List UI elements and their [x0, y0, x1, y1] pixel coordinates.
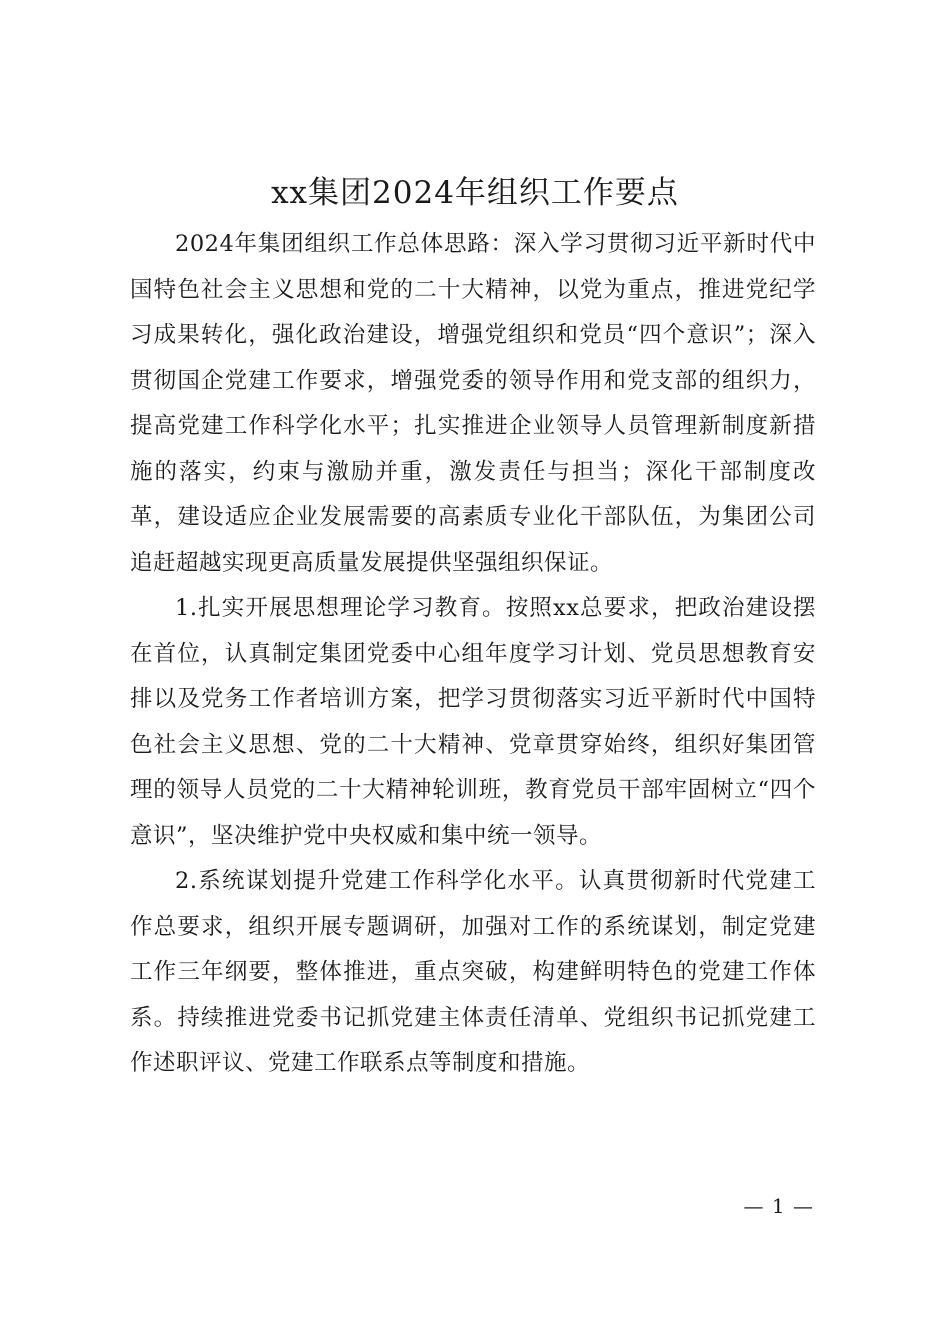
document-body — [130, 222, 816, 1087]
document-title: xx集团2024年组织工作要点 — [271, 175, 679, 211]
paragraph-item-2: 2.系统谋划提升党建工作科学化水平。认真贯彻新时代党建工作总要求，组织开展专题调研，加强对工作的系统谋划，制定党建工作三年纲要，整体推进，重点突破，构建鲜明特色的党建工作体系。持续推进党委书记抓党建主体责任清单、党组织书记抓党建工作述职评议、党建工作联系点等制度和措施。 — [130, 868, 816, 1076]
paragraph-item-1: 1.扎实开展思想理论学习教育。按照xx总要求，把政治建设摆在首位，认真制定集团党委中心组年度学习计划、党员思想教育安排以及党务工作者培训方案，把学习贯彻落实习近平新时代中国特色社会主义思想、党的二十大精神、党章贯穿始终，组织好集团管理的领导人员党的二十大精神轮训班，教育党员干部牢固树立“四个意识”，坚决维护党中央权威和集中统一领导。 — [130, 595, 816, 849]
page-number: — 1 — — [743, 1194, 814, 1218]
paragraph-overview: 2024年集团组织工作总体思路：深入学习贯彻习近平新时代中国特色社会主义思想和党的二十大精神，以党为重点，推进党纪学习成果转化，强化政治建设，增强党组织和党员“四个意识”；深入贯彻国企党建工作要求，增强党委的领导作用和党支部的组织力，提高党建工作科学化水平；扎实推进企业领导人员管理新制度新措施的落实，约束与激励并重，激发责任与担当；深化干部制度改革，建设适应企业发展需要的高素质专业化干部队伍，为集团公司追赶超越实现更高质量发展提供坚强组织保证。 — [130, 231, 816, 576]
